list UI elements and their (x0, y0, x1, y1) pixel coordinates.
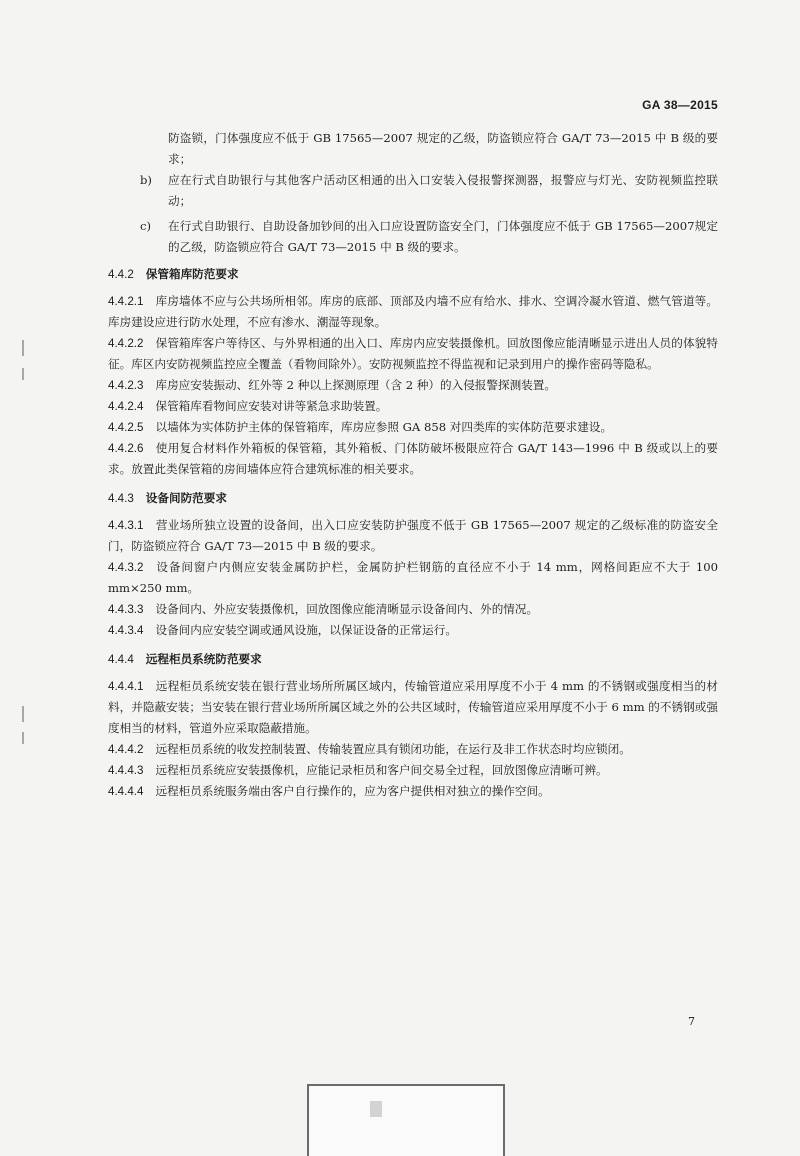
page-number: 7 (688, 1015, 695, 1028)
clause (108, 557, 718, 599)
clause-number: 4.4.2.2 (108, 337, 144, 350)
clause-text: 远程柜员系统的收发控制装置、传输装置应具有锁闭功能，在运行及非工作状态时均应锁闭。 (155, 742, 631, 756)
section-title: 保管箱库防范要求 (145, 268, 239, 281)
clause-text: 保管箱库看物间应安装对讲等紧急求助装置。 (155, 399, 388, 413)
document-code-header: GA 38—2015 (642, 98, 718, 112)
clause (108, 375, 718, 396)
clause (108, 676, 718, 739)
section-title: 远程柜员系统防范要求 (145, 653, 262, 666)
clause-text: 营业场所独立设置的设备间，出入口应安装防护强度不低于 GB 17565—2007 规定的乙级标准的防盗安全门，防盗锁应符合 GA/T 73—2015 中 B 级的要求。 (108, 518, 718, 553)
clause-number: 4.4.2.6 (108, 442, 144, 455)
clause (108, 438, 718, 480)
clause (108, 620, 718, 641)
clause (108, 760, 718, 781)
clause-text: 设备间窗户内侧应安装金属防护栏，金属防护栏钢筋的直径应不小于 14 mm，网格间距应不大于 100 mm×250 mm。 (108, 560, 718, 595)
list-item (108, 216, 718, 258)
clause-number: 4.4.2.3 (108, 379, 144, 392)
clause (108, 396, 718, 417)
list-item-text: 应在行式自助银行与其他客户活动区相通的出入口安装入侵报警探测器，报警应与灯光、安防视频监控联动； (168, 173, 718, 208)
clause-number: 4.4.4.1 (108, 680, 144, 693)
continuation-paragraph: 防盗锁，门体强度应不低于 GB 17565—2007 规定的乙级，防盗锁应符合 GA/T 73—2015 中 B 级的要求； (168, 131, 718, 166)
clause-number: 4.4.3.3 (108, 603, 144, 616)
binder-tab (307, 1084, 505, 1156)
list-item (108, 170, 718, 212)
clause-text: 库房应安装振动、红外等 2 种以上探测原理（含 2 种）的入侵报警探测装置。 (155, 378, 556, 392)
clause (108, 515, 718, 557)
scan-edge-mark (22, 340, 24, 356)
clause-number: 4.4.4.2 (108, 743, 144, 756)
clause-number: 4.4.3.4 (108, 624, 144, 637)
clause-text: 以墙体为实体防护主体的保管箱库，库房应参照 GA 858 对四类库的实体防范要求建设。 (155, 420, 613, 434)
clause (108, 333, 718, 375)
clause (108, 781, 718, 802)
clause-text: 设备间内、外应安装摄像机，回放图像应能清晰显示设备间内、外的情况。 (155, 602, 539, 616)
clause-text: 库房墙体不应与公共场所相邻。库房的底部、顶部及内墙不应有给水、排水、空调冷凝水管道、燃气管道等。库房建设应进行防水处理，不应有渗水、潮湿等现象。 (108, 294, 718, 329)
clause-number: 4.4.2.4 (108, 400, 144, 413)
clause-number: 4.4.4.4 (108, 785, 144, 798)
section-title: 设备间防范要求 (145, 492, 227, 505)
scan-edge-mark (22, 732, 24, 744)
clause-number: 4.4.2.5 (108, 421, 144, 434)
clause (108, 599, 718, 620)
clause-text: 保管箱库客户等待区、与外界相通的出入口、库房内应安装摄像机。回放图像应能清晰显示进出人员的体貌特征。库区内安防视频监控应全覆盖（看物间除外）。安防视频监控不得监视和记录到用户的操作密码等隐私。 (108, 336, 718, 371)
clause-text: 使用复合材料作外箱板的保管箱，其外箱板、门体防破坏极限应符合 GA/T 143—1996 中 B 级或以上的要求。放置此类保管箱的房间墙体应符合建筑标准的相关要求。 (108, 441, 718, 476)
clause (108, 739, 718, 760)
section-number: 4.4.4 (108, 653, 134, 666)
clause (108, 417, 718, 438)
clause-text: 设备间内应安装空调或通风设施，以保证设备的正常运行。 (155, 623, 457, 637)
list-marker: c) (140, 219, 152, 233)
clause-number: 4.4.3.1 (108, 519, 144, 532)
clause-number: 4.4.4.3 (108, 764, 144, 777)
clause-number: 4.4.3.2 (108, 561, 144, 574)
clause-number: 4.4.2.1 (108, 295, 144, 308)
section-number: 4.4.3 (108, 492, 134, 505)
list-item-text: 在行式自助银行、自助设备加钞间的出入口应设置防盗安全门，门体强度应不低于 GB 17565—2007规定的乙级，防盗锁应符合 GA/T 73—2015 中 B 级的要求。 (168, 219, 718, 254)
clause-text: 远程柜员系统服务端由客户自行操作的，应为客户提供相对独立的操作空间。 (155, 784, 550, 798)
scan-edge-mark (22, 368, 24, 380)
binder-tab-mark (370, 1101, 382, 1117)
section-heading (108, 264, 718, 285)
page-content (108, 128, 718, 802)
list-marker: b) (140, 173, 152, 187)
clause (108, 291, 718, 333)
section-heading (108, 488, 718, 509)
section-heading (108, 649, 718, 670)
clause-text: 远程柜员系统安装在银行营业场所所属区域内，传输管道应采用厚度不小于 4 mm 的不锈钢或强度相当的材料，并隐蔽安装；当安装在银行营业场所所属区域之外的公共区域时，传输管道应采用厚度不小于 6 mm 的不锈钢或强度相当的材料，管道外应采取隐蔽措施。 (108, 679, 718, 735)
scan-edge-mark (22, 706, 24, 722)
clause-text: 远程柜员系统应安装摄像机，应能记录柜员和客户间交易全过程，回放图像应清晰可辨。 (155, 763, 608, 777)
section-number: 4.4.2 (108, 268, 134, 281)
